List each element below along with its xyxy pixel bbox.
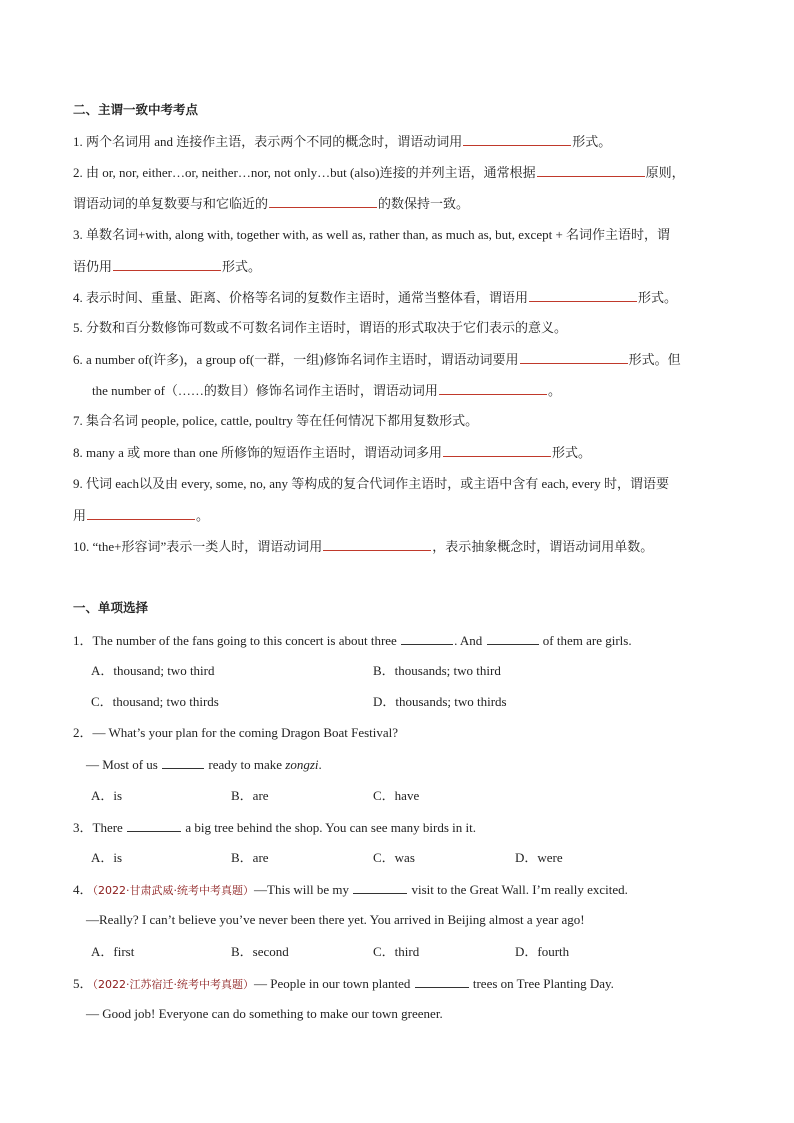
option-3c[interactable]: C．was xyxy=(373,850,415,865)
question-5: 5．（2022·江苏宿迁·统考中考真题）— People in our town planted trees on Tree Planting Day. xyxy=(73,976,614,991)
option-2a[interactable]: A．is xyxy=(91,788,123,803)
rule-7: 7. 集合名词 people, police, cattle, poultry 等在任何情况下都用复数形式。 xyxy=(73,413,479,428)
rule-2-cont: 谓语动词的单复数要与和它临近的 的数保持一致。 xyxy=(73,196,470,211)
rule-6-cont: the number of（……的数目）修饰名词作主语时，谓语动词用 。 xyxy=(92,383,561,398)
rule-6: 6. a number of(许多)，a group of(一群，一组)修饰名词作主语时，谓语动词要用 形式。但 xyxy=(73,352,681,367)
answer-blank[interactable] xyxy=(487,631,539,645)
option-4b[interactable]: B．second xyxy=(231,944,289,959)
option-1d[interactable]: D．thousands; two thirds xyxy=(373,694,507,709)
rule-5: 5. 分数和百分数修饰可数或不可数名词作主语时，谓语的形式取决于它们表示的意义。 xyxy=(73,320,568,335)
option-2c[interactable]: C．have xyxy=(373,788,420,803)
answer-blank[interactable] xyxy=(415,974,469,988)
option-2b[interactable]: B．are xyxy=(231,788,269,803)
rule-3-cont: 语仍用 形式。 xyxy=(73,259,262,274)
option-4d[interactable]: D．fourth xyxy=(515,944,570,959)
rule-10: 10. “the+形容词”表示一类人时，谓语动词用 ，表示抽象概念时，谓语动词用单数。 xyxy=(73,539,654,554)
rule-9-cont: 用 。 xyxy=(73,508,210,523)
section-heading-agreement: 二、主谓一致中考考点 xyxy=(73,102,199,117)
answer-blank[interactable] xyxy=(439,381,547,395)
rule-8: 8. many a 或 more than one 所修饰的短语作主语时，谓语动词多用 形式。 xyxy=(73,445,592,460)
section-heading-choice: 一、单项选择 xyxy=(73,600,149,615)
option-1b[interactable]: B．thousands; two third xyxy=(373,663,501,678)
answer-blank[interactable] xyxy=(323,537,431,551)
answer-blank[interactable] xyxy=(463,132,571,146)
answer-blank[interactable] xyxy=(113,257,221,271)
answer-blank[interactable] xyxy=(87,506,195,520)
answer-blank[interactable] xyxy=(529,288,637,302)
answer-blank[interactable] xyxy=(353,880,407,894)
question-2: 2．— What’s your plan for the coming Dragon Boat Festival? xyxy=(73,725,399,740)
answer-blank[interactable] xyxy=(537,163,645,177)
rule-9: 9. 代词 each以及由 every, some, no, any 等构成的复合代词作主语时，或主语中含有 each, every 时，谓语要 xyxy=(73,476,669,491)
question-5-reply: — Good job! Everyone can do something to make our town greener. xyxy=(86,1006,443,1021)
question-3: 3．There a big tree behind the shop. You can see many birds in it. xyxy=(73,820,476,835)
answer-blank[interactable] xyxy=(443,443,551,457)
question-source: （2022·江苏宿迁·统考中考真题） xyxy=(92,978,255,991)
option-1a[interactable]: A．thousand; two third xyxy=(91,663,215,678)
question-1: 1．The number of the fans going to this concert is about three . And of them are girls. xyxy=(73,633,632,648)
question-2-reply: — Most of us ready to make zongzi. xyxy=(86,757,322,772)
answer-blank[interactable] xyxy=(269,194,377,208)
option-3b[interactable]: B．are xyxy=(231,850,269,865)
answer-blank[interactable] xyxy=(162,755,204,769)
rule-1: 1. 两个名词用 and 连接作主语，表示两个不同的概念时，谓语动词用 形式。 xyxy=(73,134,612,149)
rule-3: 3. 单数名词+with, along with, together with, as well as, rather than, as much as, but, except + 名词作主语时，谓 xyxy=(73,227,671,242)
answer-blank[interactable] xyxy=(401,631,453,645)
answer-blank[interactable] xyxy=(520,350,628,364)
question-source: （2022·甘肃武威·统考中考真题） xyxy=(92,884,255,897)
option-4a[interactable]: A．first xyxy=(91,944,135,959)
question-4: 4．（2022·甘肃武威·统考中考真题）—This will be my visit to the Great Wall. I’m really excited. xyxy=(73,882,628,897)
option-4c[interactable]: C．third xyxy=(373,944,420,959)
rule-4: 4. 表示时间、重量、距离、价格等名词的复数作主语时，通常当整体看，谓语用 形式。 xyxy=(73,290,678,305)
option-3a[interactable]: A．is xyxy=(91,850,123,865)
question-4-reply: —Really? I can’t believe you’ve never been there yet. You arrived in Beijing almost a year ago! xyxy=(86,912,585,927)
option-1c[interactable]: C．thousand; two thirds xyxy=(91,694,219,709)
option-3d[interactable]: D．were xyxy=(515,850,563,865)
answer-blank[interactable] xyxy=(127,818,181,832)
rule-2: 2. 由 or, nor, either…or, neither…nor, not only…but (also)连接的并列主语，通常根据 原则， xyxy=(73,165,685,180)
